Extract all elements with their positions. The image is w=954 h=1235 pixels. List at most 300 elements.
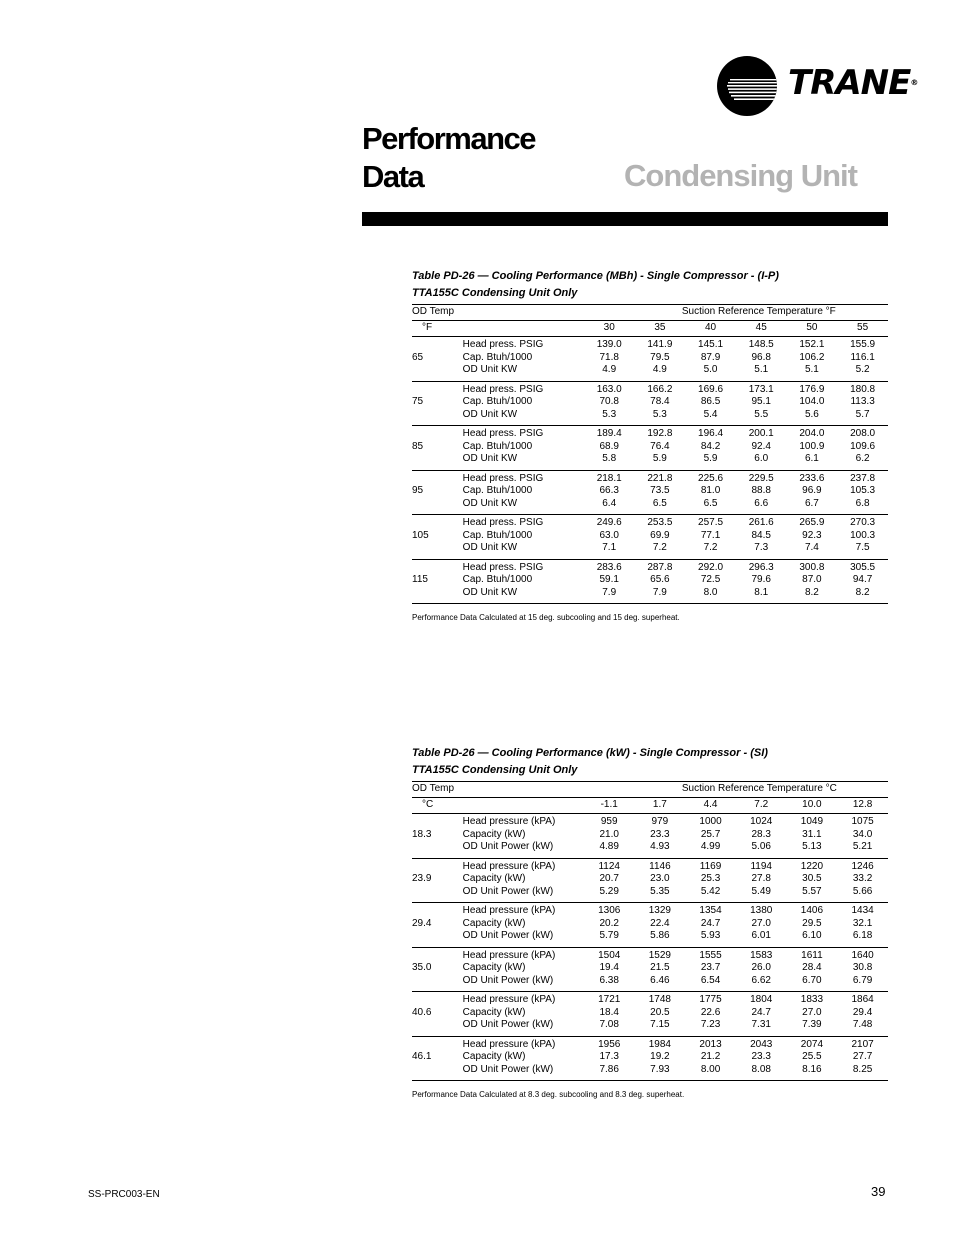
cell-value: 8.2: [855, 586, 870, 598]
table-subcaption: TTA155C Condensing Unit Only: [412, 764, 578, 776]
cell-value: 22.6: [700, 1006, 721, 1018]
cell-value: 6.10: [802, 930, 822, 941]
cell-value: 22.4: [650, 917, 670, 929]
suction-temp-value: 30: [584, 321, 635, 337]
value-cell: [837, 515, 888, 560]
suction-temp-value: 12.8: [837, 798, 888, 814]
cell-value: 192.8: [647, 428, 673, 439]
cell-value: 23.0: [650, 873, 670, 884]
cell-value: 1984: [648, 1038, 671, 1050]
cell-value: 5.13: [802, 841, 822, 852]
cell-value: 100.9: [799, 440, 825, 452]
cell-value: 5.7: [855, 408, 870, 420]
metric-label: Head pressure (kPA): [462, 816, 556, 827]
suction-temp-value: 35: [635, 321, 686, 337]
cell-value: 5.0: [703, 364, 718, 375]
cell-value: 5.93: [700, 930, 721, 941]
cell-value: 86.5: [700, 396, 721, 407]
temp-unit-label: °F: [412, 321, 463, 337]
cell-value: 30.5: [802, 873, 822, 884]
value-cell: [787, 992, 838, 1037]
value-cell: [635, 337, 686, 382]
value-cell: [584, 814, 635, 859]
value-cell: [736, 947, 787, 992]
value-cell: [837, 381, 888, 426]
cell-value: 959: [600, 816, 618, 827]
metric-label: OD Unit KW: [462, 586, 518, 598]
metric-label: Cap. Btuh/1000: [462, 351, 533, 363]
cell-value: 5.9: [703, 453, 718, 464]
suction-temp-value: 7.2: [736, 798, 787, 814]
value-cell: [685, 381, 736, 426]
od-temp-header: OD Temp: [412, 783, 455, 795]
metric-labels: [463, 559, 584, 604]
od-temp-header: OD Temp: [412, 306, 455, 318]
od-temp-value: 46.1: [412, 1051, 432, 1062]
cell-value: 305.5: [850, 561, 876, 573]
od-temp-value: 29.4: [412, 903, 463, 948]
metric-labels: [463, 947, 584, 992]
cell-value: 6.5: [703, 497, 718, 509]
value-cell: [685, 992, 736, 1037]
table-row: [412, 858, 888, 903]
cell-value: 5.79: [599, 930, 619, 941]
cell-value: 169.6: [698, 383, 724, 395]
cell-value: 166.2: [647, 383, 673, 395]
cell-value: 72.5: [700, 574, 721, 585]
cell-value: 1721: [598, 994, 621, 1005]
metric-label: Head press. PSIG: [462, 339, 544, 350]
value-cell: [837, 1036, 888, 1081]
cell-value: 233.6: [799, 472, 825, 484]
value-cell: [584, 559, 635, 604]
cell-value: 249.6: [596, 517, 622, 528]
metric-label: OD Unit Power (kW): [462, 1063, 554, 1075]
od-temp-value: 40.6: [412, 992, 463, 1037]
value-cell: [787, 470, 838, 515]
table-caption: Table PD-26 — Cooling Performance (MBh) - Single Compressor - (I-P): [412, 270, 779, 282]
section-subtitle: Condensing Unit: [624, 158, 857, 193]
value-cell: [736, 814, 787, 859]
cell-value: 25.3: [700, 873, 721, 884]
cell-value: 17.3: [599, 1051, 619, 1062]
performance-table-ip: [412, 268, 888, 623]
cell-value: 4.9: [652, 364, 667, 375]
cell-value: 28.4: [802, 962, 822, 973]
metric-label: Head press. PSIG: [462, 472, 544, 484]
cell-value: 5.5: [754, 408, 769, 420]
cell-value: 19.2: [650, 1051, 670, 1062]
cell-value: 163.0: [596, 383, 622, 395]
cell-value: 1000: [699, 816, 722, 827]
metric-label: Head pressure (kPA): [462, 905, 556, 916]
header-row: [412, 305, 888, 321]
cell-value: 1354: [699, 905, 722, 916]
cell-value: 1329: [648, 905, 671, 916]
od-temp-value: 65: [412, 337, 463, 382]
metric-labels: [463, 1036, 584, 1081]
cell-value: 2013: [699, 1038, 722, 1050]
cell-value: 5.42: [700, 885, 721, 897]
metric-label: Cap. Btuh/1000: [462, 396, 533, 407]
header-rule: [362, 212, 888, 226]
metric-label: Head pressure (kPA): [462, 949, 556, 961]
table-caption: Table PD-26 — Cooling Performance (kW) - Single Compressor - (SI): [412, 747, 768, 759]
cell-value: 21.5: [650, 962, 670, 973]
cell-value: 8.25: [852, 1063, 873, 1075]
cell-value: 6.2: [855, 453, 870, 464]
cell-value: 4.89: [599, 841, 619, 852]
value-cell: [584, 337, 635, 382]
document-id: SS-PRC003-EN: [88, 1189, 160, 1200]
table-row: [412, 337, 888, 382]
od-temp-value: 105: [412, 515, 463, 560]
value-cell: [736, 426, 787, 471]
metric-label: Capacity (kW): [462, 828, 526, 840]
value-cell: [635, 515, 686, 560]
value-cell: [635, 903, 686, 948]
cell-value: 21.2: [700, 1051, 721, 1062]
value-cell: [787, 559, 838, 604]
suction-temp-value: 55: [837, 321, 888, 337]
cell-value: 68.9: [599, 440, 619, 452]
brand-wordmark: TRANE®: [788, 63, 918, 103]
cell-value: 141.9: [647, 339, 673, 350]
metric-label: Head press. PSIG: [462, 561, 544, 573]
value-cell: [584, 992, 635, 1037]
cell-value: 1406: [800, 905, 824, 916]
metric-label: Head press. PSIG: [462, 517, 544, 528]
header-row: [412, 798, 888, 814]
suction-temp-value: 4.4: [685, 798, 736, 814]
value-cell: [736, 381, 787, 426]
metric-labels: [463, 903, 584, 948]
value-cell: [685, 426, 736, 471]
cell-value: 180.8: [850, 383, 876, 395]
cell-value: 208.0: [850, 428, 876, 439]
cell-value: 7.93: [650, 1063, 670, 1075]
cell-value: 104.0: [799, 396, 825, 407]
metric-label: OD Unit KW: [462, 497, 518, 509]
metric-label: Capacity (kW): [462, 1051, 526, 1062]
value-cell: [736, 515, 787, 560]
cell-value: 1049: [800, 816, 824, 827]
cell-value: 979: [651, 816, 669, 827]
cell-value: 257.5: [698, 517, 724, 528]
cell-value: 33.2: [852, 873, 873, 884]
cell-value: 5.8: [602, 453, 617, 464]
cell-value: 2043: [750, 1038, 773, 1050]
table-row: [412, 381, 888, 426]
cell-value: 6.79: [852, 974, 873, 986]
cell-value: 63.0: [599, 529, 619, 541]
cell-value: 2107: [851, 1038, 874, 1050]
cell-value: 27.0: [802, 1006, 822, 1018]
cell-value: 1306: [598, 905, 621, 916]
cell-value: 265.9: [799, 517, 825, 528]
cell-value: 221.8: [647, 472, 673, 484]
cell-value: 1194: [750, 860, 772, 872]
value-cell: [685, 337, 736, 382]
value-cell: [787, 426, 838, 471]
cell-value: 253.5: [647, 517, 673, 528]
value-cell: [685, 1036, 736, 1081]
cell-value: 18.4: [599, 1006, 619, 1018]
cell-value: 283.6: [596, 561, 622, 573]
cell-value: 20.7: [599, 873, 619, 884]
metric-label: OD Unit KW: [462, 408, 518, 420]
value-cell: [635, 814, 686, 859]
cell-value: 1555: [699, 949, 722, 961]
cell-value: 6.46: [650, 974, 670, 986]
value-cell: [736, 903, 787, 948]
cell-value: 1246: [851, 860, 874, 872]
cell-value: 5.6: [804, 408, 819, 420]
cell-value: 21.0: [599, 828, 619, 840]
value-cell: [787, 515, 838, 560]
metric-label: Head press. PSIG: [462, 383, 544, 395]
cell-value: 155.9: [850, 339, 876, 350]
cell-value: 270.3: [850, 517, 876, 528]
cell-value: 148.5: [748, 339, 774, 350]
table-row: [412, 947, 888, 992]
cell-value: 92.4: [751, 440, 771, 452]
cell-value: 78.4: [650, 396, 670, 407]
cell-value: 8.1: [754, 586, 769, 598]
value-cell: [837, 559, 888, 604]
cell-value: 196.4: [698, 428, 724, 439]
cell-value: 84.2: [700, 440, 721, 452]
cell-value: 1169: [699, 860, 722, 872]
value-cell: [685, 515, 736, 560]
metric-label: Cap. Btuh/1000: [462, 574, 533, 585]
cell-value: 2074: [800, 1038, 824, 1050]
cell-value: 25.7: [700, 828, 721, 840]
cell-value: 4.99: [700, 841, 721, 852]
metric-label: OD Unit KW: [462, 542, 518, 553]
cell-value: 6.4: [602, 497, 617, 509]
cell-value: 204.0: [799, 428, 825, 439]
cell-value: 6.62: [751, 974, 771, 986]
metric-labels: [463, 470, 584, 515]
table-row: [412, 559, 888, 604]
value-cell: [787, 858, 838, 903]
cell-value: 1956: [598, 1038, 621, 1050]
suction-temp-value: 40: [685, 321, 736, 337]
cell-value: 6.7: [804, 497, 819, 509]
cell-value: 96.8: [751, 351, 771, 363]
metric-label: Capacity (kW): [462, 1006, 526, 1018]
value-cell: [787, 814, 838, 859]
cell-value: 261.6: [748, 517, 774, 528]
cell-value: 8.08: [751, 1063, 771, 1075]
cell-value: 79.5: [650, 351, 670, 363]
cell-value: 4.93: [650, 841, 670, 852]
cell-value: 8.2: [804, 586, 819, 598]
value-cell: [635, 470, 686, 515]
cell-value: 176.9: [799, 383, 825, 395]
cell-value: 7.2: [652, 542, 667, 553]
metric-label: Capacity (kW): [462, 873, 526, 884]
cell-value: 7.39: [802, 1019, 822, 1030]
cell-value: 7.5: [855, 542, 870, 553]
cell-value: 1220: [800, 860, 824, 872]
table-row: [412, 903, 888, 948]
cell-value: 1075: [851, 816, 874, 827]
value-cell: [736, 337, 787, 382]
value-cell: [837, 858, 888, 903]
value-cell: [584, 947, 635, 992]
metric-labels: [463, 337, 584, 382]
cell-value: 6.1: [804, 453, 819, 464]
suction-temp-value: 10.0: [787, 798, 838, 814]
value-cell: [685, 814, 736, 859]
suction-temp-value: 50: [787, 321, 838, 337]
cell-value: 7.48: [852, 1019, 873, 1030]
value-cell: [837, 470, 888, 515]
suction-temp-value: -1.1: [584, 798, 635, 814]
cell-value: 71.8: [599, 351, 619, 363]
cell-value: 6.38: [599, 974, 619, 986]
cell-value: 189.4: [596, 428, 622, 439]
cell-value: 5.29: [599, 885, 619, 897]
value-cell: [584, 1036, 635, 1081]
metric-label: OD Unit Power (kW): [462, 930, 554, 941]
spacer-cell: [463, 798, 584, 814]
value-cell: [635, 947, 686, 992]
cell-value: 1504: [598, 949, 621, 961]
cell-value: 1583: [750, 949, 773, 961]
value-cell: [787, 1036, 838, 1081]
cell-value: 7.9: [652, 586, 667, 598]
cell-value: 66.3: [599, 485, 619, 496]
metric-label: OD Unit Power (kW): [462, 974, 554, 986]
cell-value: 8.16: [802, 1063, 822, 1075]
cell-value: 6.8: [855, 497, 870, 509]
cell-value: 5.35: [650, 885, 670, 897]
cell-value: 1775: [699, 994, 722, 1005]
value-cell: [584, 470, 635, 515]
metric-label: OD Unit KW: [462, 453, 518, 464]
value-cell: [736, 858, 787, 903]
cell-value: 23.7: [700, 962, 721, 973]
cell-value: 6.6: [754, 497, 769, 509]
cell-value: 5.21: [852, 841, 873, 852]
metric-labels: [463, 515, 584, 560]
cell-value: 145.1: [698, 339, 724, 350]
cell-value: 92.3: [802, 529, 822, 541]
value-cell: [685, 470, 736, 515]
value-cell: [787, 337, 838, 382]
cell-value: 7.08: [599, 1019, 619, 1030]
cell-value: 8.0: [703, 586, 718, 598]
cell-value: 87.9: [700, 351, 721, 363]
cell-value: 5.2: [855, 364, 870, 375]
table-footnote: Performance Data Calculated at 15 deg. subcooling and 15 deg. superheat.: [412, 613, 680, 622]
value-cell: [635, 381, 686, 426]
value-cell: [685, 947, 736, 992]
spacer-cell: [463, 321, 584, 337]
od-temp-value: 23.9: [412, 858, 463, 903]
metric-label: Cap. Btuh/1000: [462, 440, 533, 452]
performance-table-si: [412, 745, 888, 1100]
table-row: [412, 470, 888, 515]
cell-value: 152.1: [799, 339, 825, 350]
value-cell: [685, 858, 736, 903]
cell-value: 7.31: [751, 1019, 771, 1030]
cell-value: 229.5: [748, 472, 774, 484]
cell-value: 5.3: [652, 408, 667, 420]
page-number: 39: [871, 1184, 886, 1199]
page-title: Performance Data: [362, 121, 536, 194]
table-row: [412, 1036, 888, 1081]
metric-label: OD Unit Power (kW): [462, 841, 554, 852]
cell-value: 27.0: [751, 917, 771, 929]
cell-value: 29.4: [852, 1006, 873, 1018]
value-cell: [837, 337, 888, 382]
value-cell: [837, 947, 888, 992]
metric-label: OD Unit KW: [462, 364, 518, 375]
cell-value: 31.1: [802, 828, 822, 840]
cell-value: 1833: [800, 994, 824, 1005]
cell-value: 24.7: [751, 1006, 771, 1018]
value-cell: [787, 947, 838, 992]
metric-label: Capacity (kW): [462, 917, 526, 929]
cell-value: 105.3: [850, 485, 876, 496]
cell-value: 200.1: [748, 428, 774, 439]
cell-value: 27.7: [852, 1051, 873, 1062]
cell-value: 5.49: [751, 885, 771, 897]
metric-label: Head press. PSIG: [462, 428, 544, 439]
value-cell: [635, 426, 686, 471]
cell-value: 7.9: [602, 586, 617, 598]
cell-value: 7.15: [650, 1019, 670, 1030]
value-cell: [736, 470, 787, 515]
cell-value: 4.9: [602, 364, 617, 375]
value-cell: [787, 381, 838, 426]
value-cell: [736, 559, 787, 604]
cell-value: 7.2: [703, 542, 718, 553]
cell-value: 77.1: [700, 529, 721, 541]
cell-value: 95.1: [751, 396, 771, 407]
cell-value: 25.5: [802, 1051, 822, 1062]
table-row: [412, 992, 888, 1037]
value-cell: [635, 1036, 686, 1081]
cell-value: 76.4: [650, 440, 670, 452]
cell-value: 7.4: [804, 542, 819, 553]
cell-value: 88.8: [751, 485, 771, 496]
metric-labels: [463, 858, 584, 903]
cell-value: 19.4: [599, 962, 619, 973]
metric-labels: [463, 814, 584, 859]
cell-value: 70.8: [599, 396, 619, 407]
value-cell: [584, 381, 635, 426]
value-cell: [635, 992, 686, 1037]
value-cell: [837, 814, 888, 859]
cell-value: 1748: [648, 994, 671, 1005]
cell-value: 24.7: [700, 917, 721, 929]
od-temp-value: 35.0: [412, 947, 463, 992]
cell-value: 84.5: [751, 529, 771, 541]
cell-value: 5.4: [703, 408, 718, 420]
metric-label: Cap. Btuh/1000: [462, 485, 533, 496]
cell-value: 7.3: [754, 542, 769, 553]
cell-value: 6.18: [852, 930, 873, 941]
cell-value: 106.2: [799, 351, 825, 363]
value-cell: [736, 992, 787, 1037]
cell-value: 1804: [750, 994, 773, 1005]
od-temp-value: 115: [412, 574, 428, 585]
